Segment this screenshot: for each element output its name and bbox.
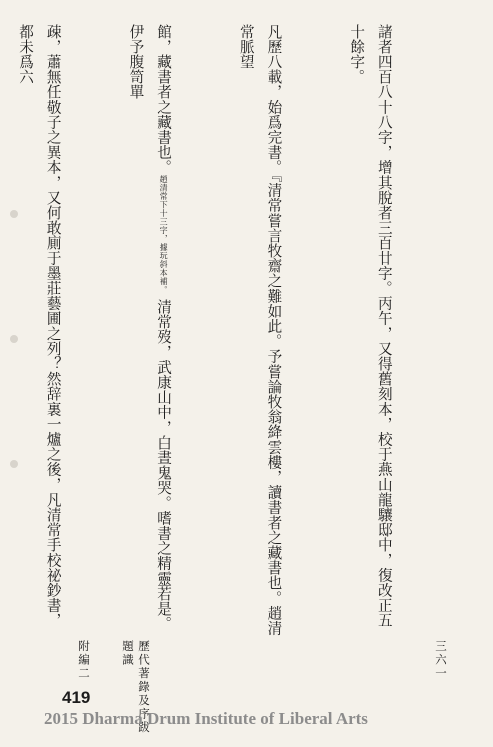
scan-page-number: 419 bbox=[62, 688, 91, 707]
watermark: 2015 Dharma Drum Institute of Liberal Arts bbox=[44, 709, 368, 728]
text-segment: 館，藏書者之藏書也。 bbox=[155, 24, 173, 175]
main-text bbox=[0, 24, 453, 639]
inline-note: 趙清常下十三字，據玩斜本補。 bbox=[159, 175, 169, 294]
text-column bbox=[122, 24, 177, 639]
text-column: 疎，蕭無任敬子之異本，又何敢廁于墨莊藝圃之列？然辞裏一爐之後，凡清常手校祕鈔書，都未爲六 bbox=[17, 24, 62, 628]
text-column: 凡歷八載，始爲完書。『清常嘗言牧齋之難如此。予嘗論牧翁絳雲樓，讀書者之藏書也。趙清常脈望 bbox=[237, 24, 283, 636]
footer-page-number: 三六一 bbox=[434, 640, 448, 681]
footer-section: 附編二 bbox=[77, 640, 91, 681]
text-column: 諸者四百八十八字，增其脫者三百廿字。丙午，又得舊刻本，校于燕山龍驤邸中，復改正五十餘字。 bbox=[348, 24, 393, 628]
footer-title: 歷代著錄及序跋題識 bbox=[121, 640, 151, 735]
text-segment: 清常歿，武康山中，白晝鬼哭。嗜書之精靈若是。伊予腹笥單 bbox=[127, 24, 173, 632]
